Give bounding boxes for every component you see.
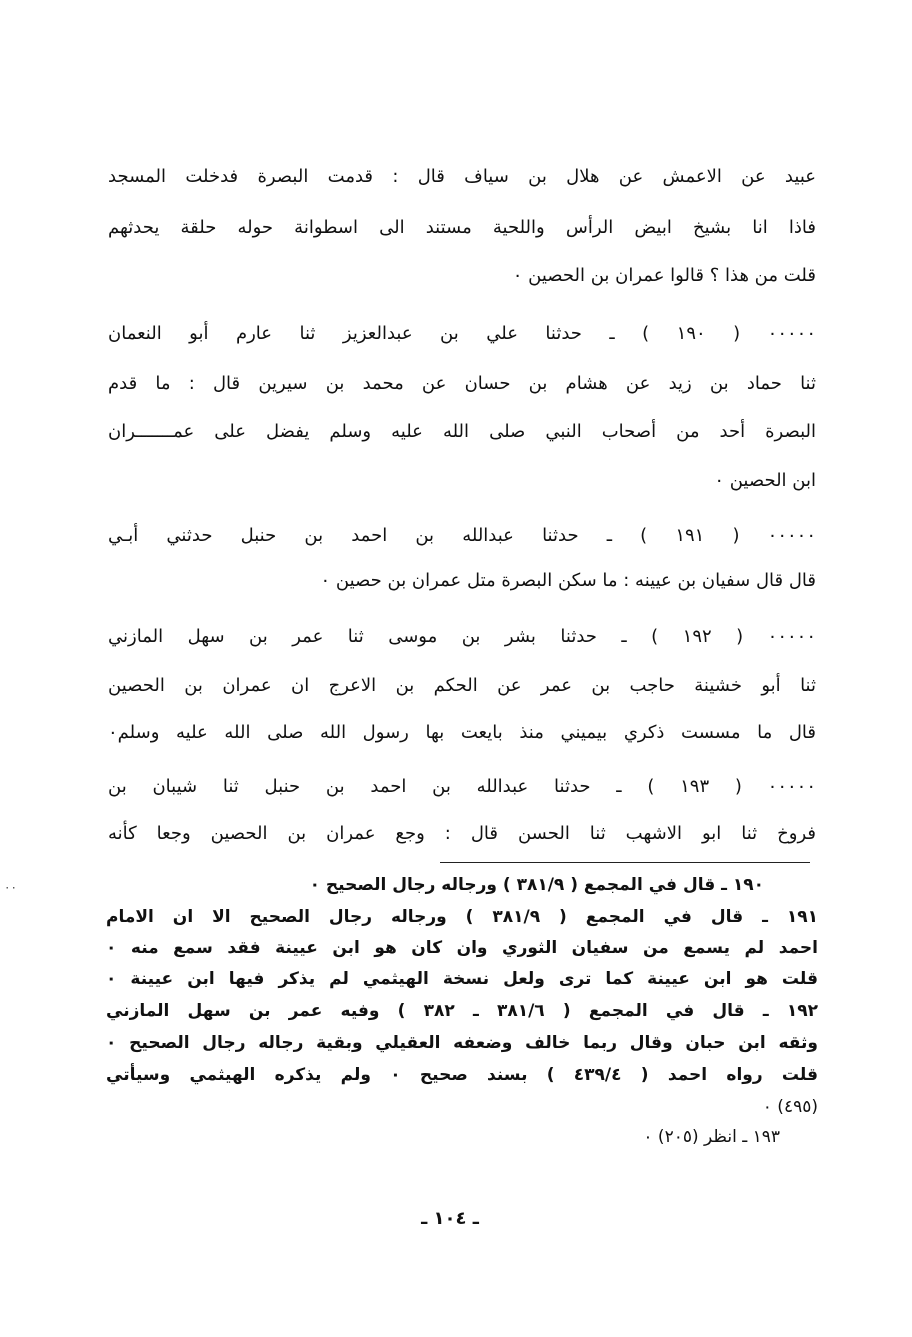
body-line: قال ما مسست ذكري بيميني منذ بايعت بها رسول الله صلى الله عليه وسلم٠ [108,722,816,743]
body-line: ٠٠٠٠٠ ( ١٩٢ ) ـ حدثنا بشر بن موسى ثنا عمر بن سهل المازني [108,626,816,647]
footnote-line: قلت هو ابن عيينة كما ترى ولعل نسخة الهيثمي لم يذكر فيها ابن عيينة ٠ [106,969,818,989]
body-line: قلت من هذا ؟ قالوا عمران بن الحصين ٠ [512,265,816,286]
footnote-line: وثقه ابن حبان وقال ربما خالف وضعفه العقيلي وبقية رجاله رجال الصحيح ٠ [106,1033,818,1053]
body-line: ٠٠٠٠٠ ( ١٩٣ ) ـ حدثنا عبدالله بن احمد بن حنبل ثنا شيبان بن [108,776,816,797]
body-line: ابن الحصين ٠ [714,470,816,491]
body-line: ثنا حماد بن زيد عن هشام بن حسان عن محمد بن سيرين قال : ما قدم [108,373,816,394]
body-line: قال قال سفيان بن عيينه : ما سكن البصرة متل عمران بن حصين ٠ [320,570,816,591]
footnote-line: ١٩١ ـ قال في المجمع ( ٣٨١/٩ ) ورجاله رجال الصحيح الا ان الامام [106,907,818,927]
footnote-line: احمد لم يسمع من سفيان الثوري وان كان هو ابن عيينة فقد سمع منه ٠ [106,938,818,958]
body-line: ٠٠٠٠٠ ( ١٩١ ) ـ حدثنا عبدالله بن احمد بن حنبل حدثني أبـي [108,525,816,546]
page-number: ـ ١٠٤ ـ [421,1208,479,1229]
body-line: عبيد عن الاعمش عن هلال بن سياف قال : قدمت البصرة فدخلت المسجد [108,166,816,187]
footnote-line: قلت رواه احمد ( ٤٣٩/٤ ) بسند صحيح ٠ ولم يذكره الهيثمي وسيأتي [106,1065,818,1085]
footnote-line: (٤٩٥) ٠ [762,1097,818,1117]
body-line: البصرة أحد من أصحاب النبي صلى الله عليه وسلم يفضل على عمـــــــران [108,421,816,442]
body-line: فاذا انا بشيخ ابيض الرأس واللحية مستند الى اسطوانة حوله حلقة يحدثهم [108,217,816,238]
body-line: ثنا أبو خشينة حاجب بن عمر عن الحكم بن الاعرج ان عمران بن الحصين [108,675,816,696]
footnote-line: ١٩٢ ـ قال في المجمع ( ٣٨١/٦ ـ ٣٨٢ ) وفيه عمر بن سهل المازني [106,1001,818,1021]
footnote-line: ١٩٠ ـ قال في المجمع ( ٣٨١/٩ ) ورجاله رجال الصحيح ٠ [309,875,764,895]
footnote-line: ١٩٣ ـ انظر (٢٠٥) ٠ [643,1127,780,1147]
body-line: ٠٠٠٠٠ ( ١٩٠ ) ـ حدثنا علي بن عبدالعزيز ثنا عارم أبو النعمان [108,323,816,344]
margin-mark: ٠٠ [4,880,17,894]
footnote-separator [440,862,810,863]
body-line: فروخ ثنا ابو الاشهب ثنا الحسن قال : وجع عمران بن الحصين وجعا كأنه [108,823,816,844]
